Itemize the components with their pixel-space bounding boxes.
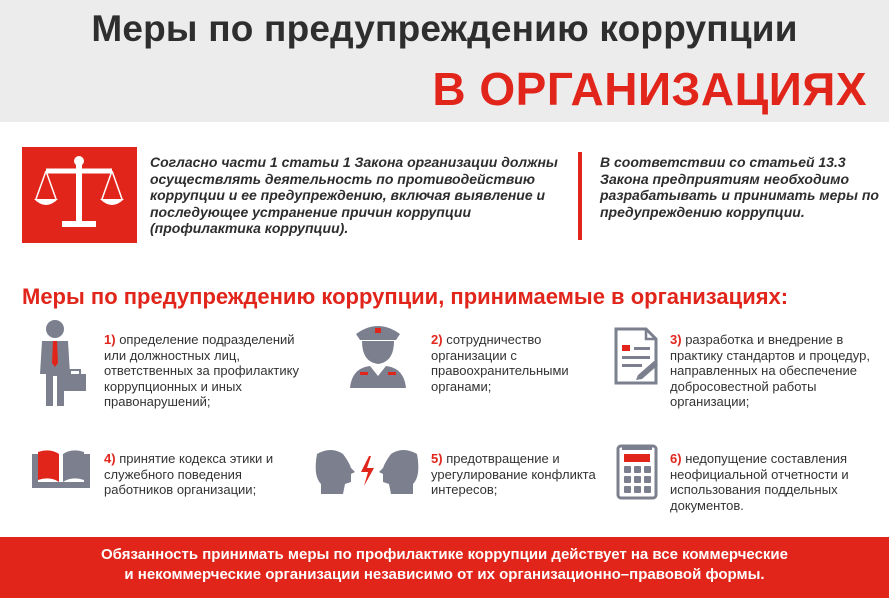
measure-text: определение подразделений или должностных лиц, ответственных за профилактику коррупционных и иных правонарушений; (104, 332, 299, 409)
measure-item (431, 332, 601, 394)
measure-text: разработка и внедрение в практику стандартов и процедур, направленных на обеспечение добросовестной работы организации; (670, 332, 870, 409)
measure-item (104, 332, 314, 410)
footer-line-1: Обязанность принимать меры по профилактике коррупции действует на все коммерческие (100, 546, 788, 563)
measure-text: предотвращение и урегулирование конфликта интересов; (431, 451, 596, 497)
section-heading: Меры по предупреждению коррупции, принимаемые в организациях: (22, 284, 789, 309)
divider (578, 152, 582, 240)
scales-icon (22, 147, 137, 243)
official-person-icon (32, 318, 92, 408)
measure-number: 5) (431, 451, 443, 466)
measure-item (431, 451, 601, 498)
police-officer-icon (346, 320, 410, 390)
measure-number: 3) (670, 332, 682, 347)
measure-item (104, 451, 304, 498)
measure-text: сотрудничество организации с правоохранительными органами; (431, 332, 569, 394)
page-subtitle: В ОРГАНИЗАЦИЯХ (432, 63, 867, 115)
measure-item (670, 451, 870, 513)
measure-text: недопущение составления неофициальной отчетности и использования поддельных документов. (670, 451, 849, 513)
footer-banner (0, 537, 889, 598)
measure-number: 2) (431, 332, 443, 347)
measure-number: 4) (104, 451, 116, 466)
footer-line-2: и некоммерческие организации независимо от их организационно–правовой формы. (124, 566, 765, 583)
calculator-icon (616, 444, 658, 500)
page-title: Меры по предупреждению коррупции (91, 8, 798, 49)
measure-text: принятие кодекса этики и служебного поведения работников организации; (104, 451, 274, 497)
intro-right-text: В соответствии со статьей 13.3 Закона предприятиям необходимо разрабатывать и принимать меры по предупреждению коррупции. (600, 154, 879, 220)
conflict-heads-icon (313, 446, 421, 496)
document-icon (610, 325, 662, 387)
measure-number: 1) (104, 332, 116, 347)
intro-left-text: Согласно части 1 статьи 1 Закона организации должны осуществлять деятельность по противодействию коррупции и ее предупреждению, включая выявление и последующее устранение причин коррупции (профилактика коррупции). (150, 154, 558, 236)
header-band (0, 0, 889, 122)
measure-item (670, 332, 884, 410)
book-icon (30, 448, 92, 490)
measure-number: 6) (670, 451, 682, 466)
